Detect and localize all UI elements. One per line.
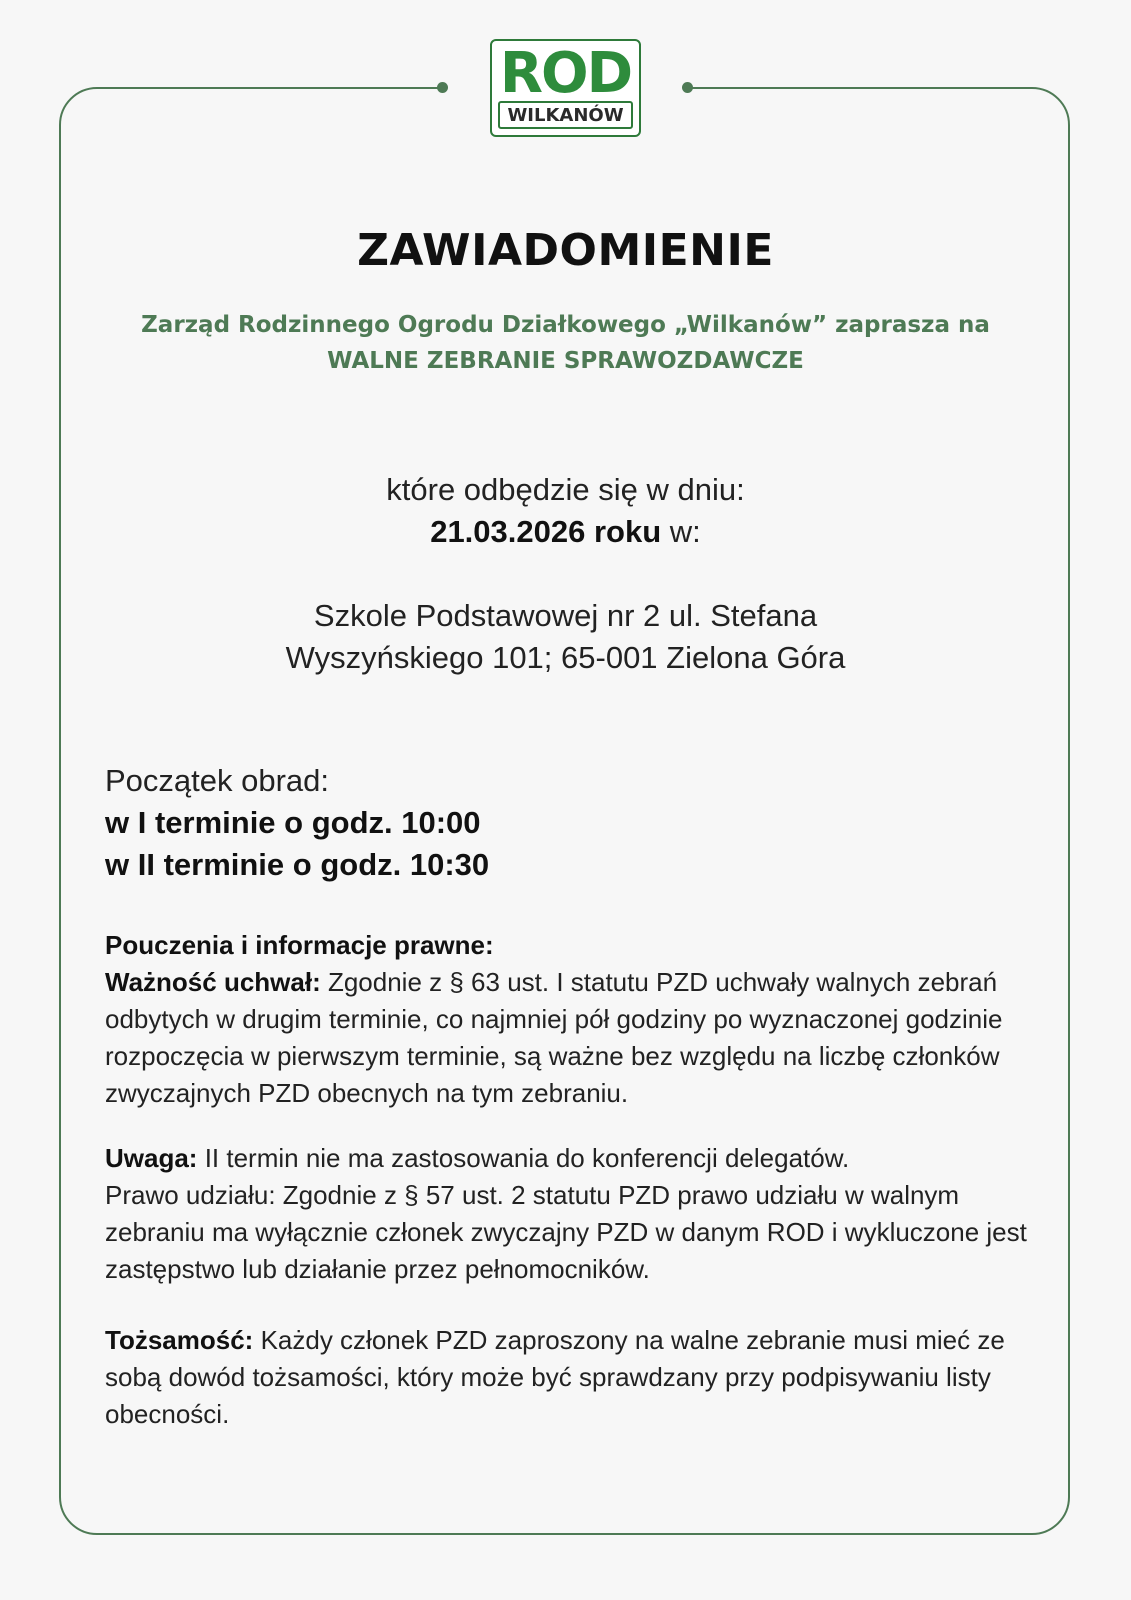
identity-section <box>105 1322 1040 1433</box>
place-line-1: Szkole Podstawowej nr 2 ul. Stefana <box>313 598 818 633</box>
identity-paragraph <box>105 1322 1040 1433</box>
frame-right-dot <box>682 82 693 93</box>
note-section <box>105 1140 1040 1288</box>
date-line <box>0 514 1131 550</box>
logo-text-top: ROD <box>499 41 632 106</box>
validity-label: Ważność uchwał: <box>105 967 321 997</box>
identity-text: Każdy członek PZD zaproszony na walne zebranie musi mieć ze sobą dowód tożsamości, który może być sprawdzany przy podpisywaniu listy obecności. <box>105 1325 1005 1429</box>
logo-text-bottom: WILKANÓW <box>498 101 633 129</box>
rod-logo <box>490 39 641 137</box>
participation-paragraph: Prawo udziału: Zgodnie z § 57 ust. 2 statutu PZD prawo udziału w walnym zebraniu ma wyłącznie członek zwyczajny PZD w danym ROD i wykluczone jest zastępstwo lub działanie przez pełnomocników. <box>105 1180 1027 1284</box>
page-title: ZAWIADOMIENIE <box>357 225 774 276</box>
validity-paragraph <box>105 964 1040 1112</box>
start-term-2: w II terminie o godz. 10:30 <box>105 847 490 882</box>
date-value: 21.03.2026 roku <box>430 514 662 549</box>
legal-heading: Pouczenia i informacje prawne: <box>105 930 494 960</box>
place-line-2: Wyszyńskiego 101; 65-001 Zielona Góra <box>285 640 846 675</box>
note-text: II termin nie ma zastosowania do konferencji delegatów. <box>197 1143 850 1173</box>
start-label: Początek obrad: <box>105 763 330 798</box>
frame-left-dot <box>437 82 448 93</box>
legal-section <box>105 927 1040 1112</box>
date-suffix: w: <box>661 514 701 549</box>
intro-line-2: WALNE ZEBRANIE SPRAWOZDAWCZE <box>327 348 804 374</box>
start-term-1: w I terminie o godz. 10:00 <box>105 805 481 840</box>
note-label: Uwaga: <box>105 1143 198 1173</box>
validity-text: Zgodnie z § 63 ust. I statutu PZD uchwały walnych zebrań odbytych w drugim terminie, co najmniej pół godziny po wyznaczonej godzinie rozpoczęcia w pierwszym terminie, są ważne bez względu na liczbę członków zwyczajnych PZD obecnych na tym zebraniu. <box>105 967 1003 1108</box>
date-label: które odbędzie się w dniu: <box>386 472 745 507</box>
note-paragraph <box>105 1140 1040 1177</box>
identity-label: Tożsamość: <box>105 1325 254 1355</box>
intro-line-1: Zarząd Rodzinnego Ogrodu Działkowego „Wilkanów” zaprasza na <box>141 312 990 338</box>
